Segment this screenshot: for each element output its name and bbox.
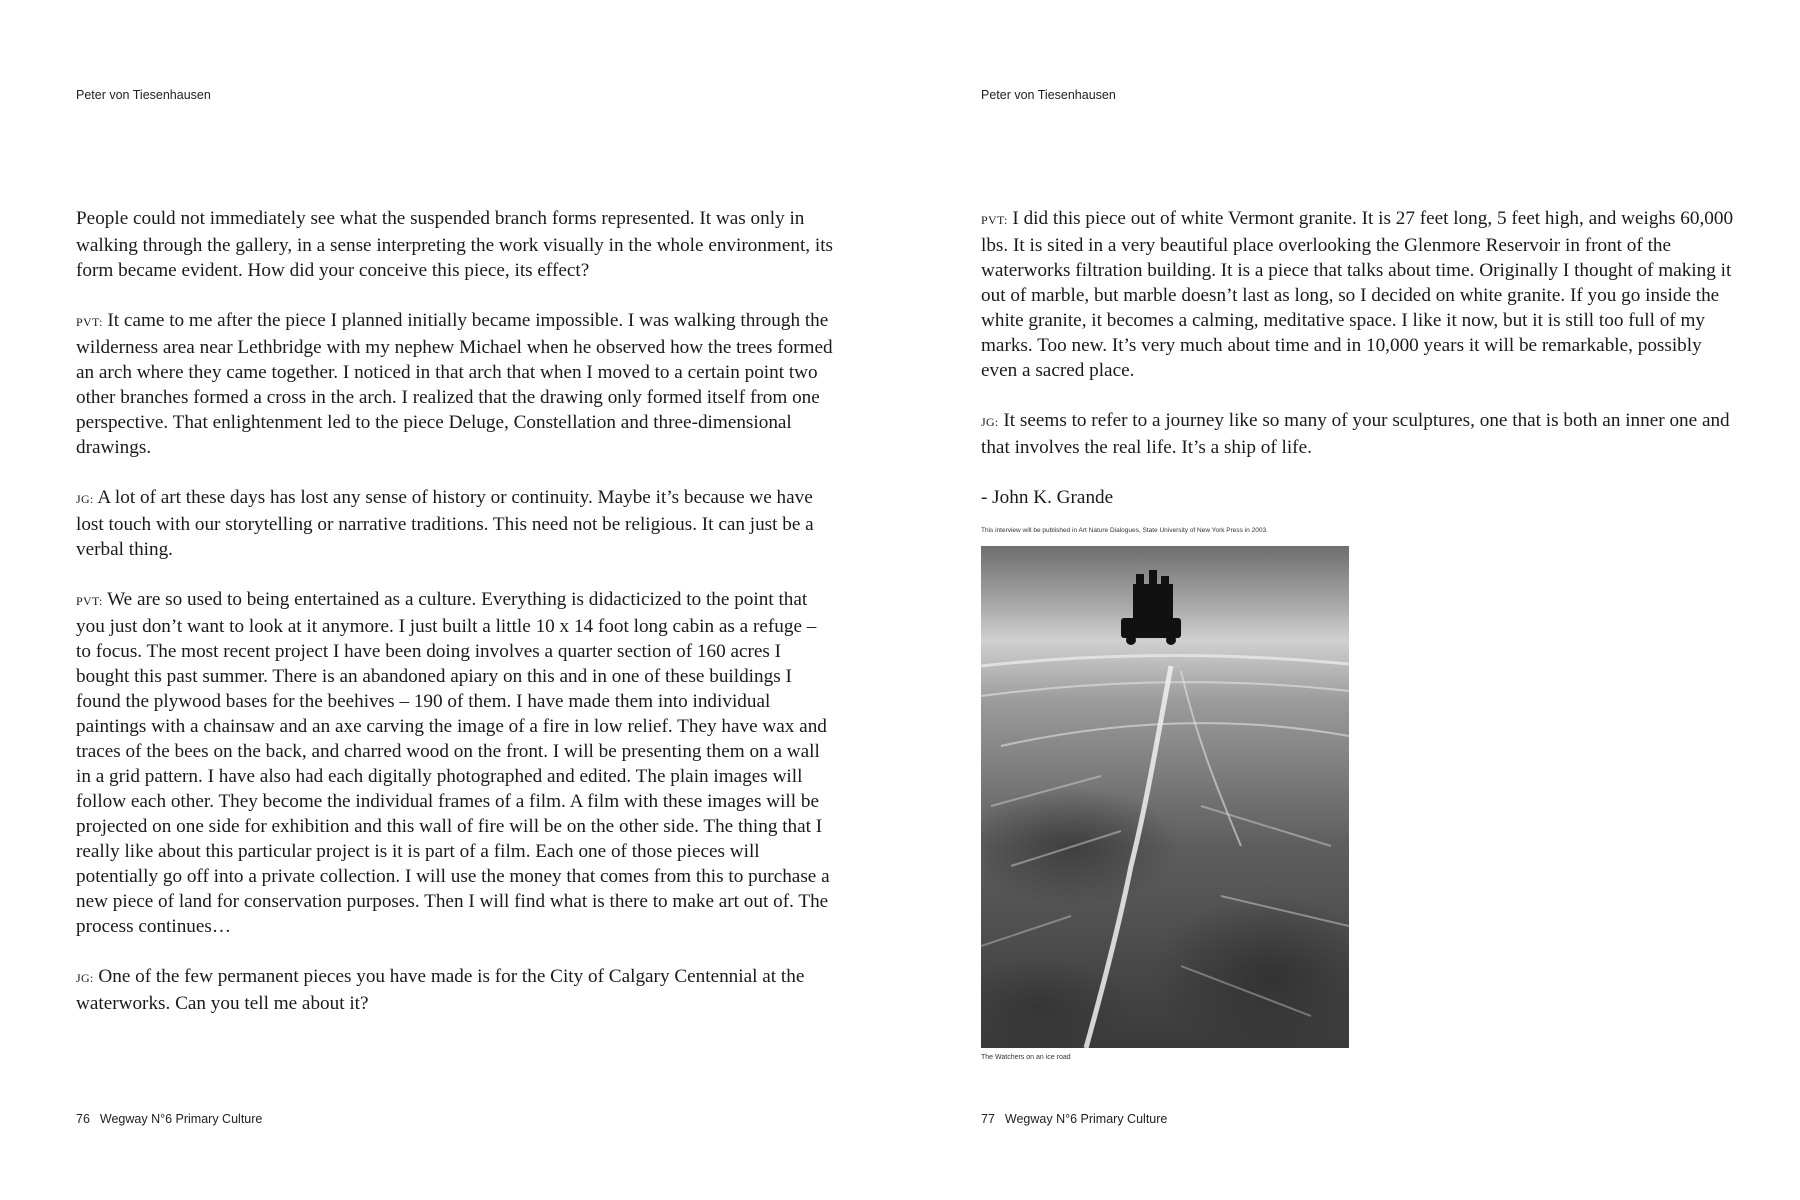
- page-number: 77: [981, 1112, 995, 1126]
- paragraph: [76, 308, 836, 460]
- paragraph: [76, 485, 836, 562]
- speaker-label: PVT:: [76, 594, 103, 608]
- speaker-label: JG:: [76, 492, 94, 506]
- paragraph-text: A lot of art these days has lost any sense of history or continuity. Maybe it’s because we have lost touch with our storytelling or narrative traditions. This need not be religious. It can just be a verbal thing.: [76, 487, 814, 560]
- paragraph-text: It came to me after the piece I planned initially became impossible. I was walking through the wilderness area near Lethbridge with my nephew Michael when he observed how the trees formed an arch where they came together. I noticed in that arch that when I moved to a certain point two other branches formed a cross in the arch. I realized that the drawing only formed itself from one perspective. That enlightenment led to the piece Deluge, Constellation and three-dimensional drawings.: [76, 310, 833, 458]
- paragraph: [76, 206, 836, 283]
- paragraph: [76, 587, 836, 939]
- page-footer: [981, 1112, 1167, 1126]
- running-header: Peter von Tiesenhausen: [981, 88, 1116, 102]
- paragraph-text: We are so used to being entertained as a culture. Everything is didacticized to the point that you just don’t want to look at it anymore. I just built a little 10 x 14 foot long cabin as a refuge – to focus. The most recent project I have been doing involves a quarter section of 160 acres I bought this past summer. There is an abandoned apiary on this and in one of these buildings I found the plywood bases for the beehives – 190 of them. I have made them into individual paintings with a chainsaw and an axe carving the image of a fire in low relief. They have wax and traces of the bees on the back, and charred wood on the front. I will be presenting them on a wall in a grid pattern. I have also had each digitally photographed and edited. The plain images will follow each other. They become the individual frames of a film. A film with these images will be projected on one side for exhibition and this wall of fire will be on the other side. The thing that I really like about this particular project is it is part of a film. Each one of those pieces will potentially go off into a private collection. I will use the money that comes from this to purchase a new piece of land for conservation purposes. Then I will find what is there to make art out of. The process continues…: [76, 589, 830, 937]
- photo-graphic: [981, 546, 1349, 1048]
- paragraph: [76, 964, 836, 1016]
- page-number: 76: [76, 1112, 90, 1126]
- footnote: This interview will be published in Art Nature Dialogues, State University of New York Press in 2003.: [981, 527, 1268, 534]
- publication-title: Wegway N°6 Primary Culture: [99, 1112, 263, 1126]
- speaker-label: JG:: [76, 971, 94, 985]
- paragraph: [981, 206, 1741, 383]
- photo-caption: The Watchers on an ice road: [981, 1054, 1071, 1061]
- paragraph: [981, 408, 1741, 460]
- paragraph-text: One of the few permanent pieces you have made is for the City of Calgary Centennial at the waterworks. Can you tell me about it?: [76, 966, 805, 1014]
- paragraph-text: I did this piece out of white Vermont granite. It is 27 feet long, 5 feet high, and weighs 60,000 lbs. It is sited in a very beautiful place overlooking the Glenmore Reservoir in front of the waterworks filtration building. It is a piece that talks about time. Originally I thought of making it out of marble, but marble doesn’t last as long, so I decided on white granite. If you go inside the white granite, it becomes a calming, meditative space. I like it now, but it is still too full of my marks. Too new. It’s very much about time and in 10,000 years it will be remarkable, possibly even a sacred place.: [981, 208, 1734, 381]
- page-footer: [76, 1112, 262, 1126]
- running-header: Peter von Tiesenhausen: [76, 88, 211, 102]
- author-signature: - John K. Grande: [981, 487, 1114, 508]
- publication-title: Wegway N°6 Primary Culture: [1004, 1112, 1168, 1126]
- paragraph-text: People could not immediately see what the suspended branch forms represented. It was only in walking through the gallery, in a sense interpreting the work visually in the whole environment, its form became evident. How did your conceive this piece, its effect?: [76, 208, 834, 281]
- speaker-label: JG:: [981, 415, 999, 429]
- speaker-label: PVT:: [981, 213, 1008, 227]
- ice-road-photo: [981, 546, 1349, 1048]
- article-body: [76, 206, 836, 1041]
- speaker-label: PVT:: [76, 315, 103, 329]
- article-body: [981, 206, 1741, 543]
- right-page: [900, 0, 1800, 1200]
- paragraph-text: It seems to refer to a journey like so many of your sculptures, one that is both an inner one and that involves the real life. It’s a ship of life.: [981, 410, 1730, 458]
